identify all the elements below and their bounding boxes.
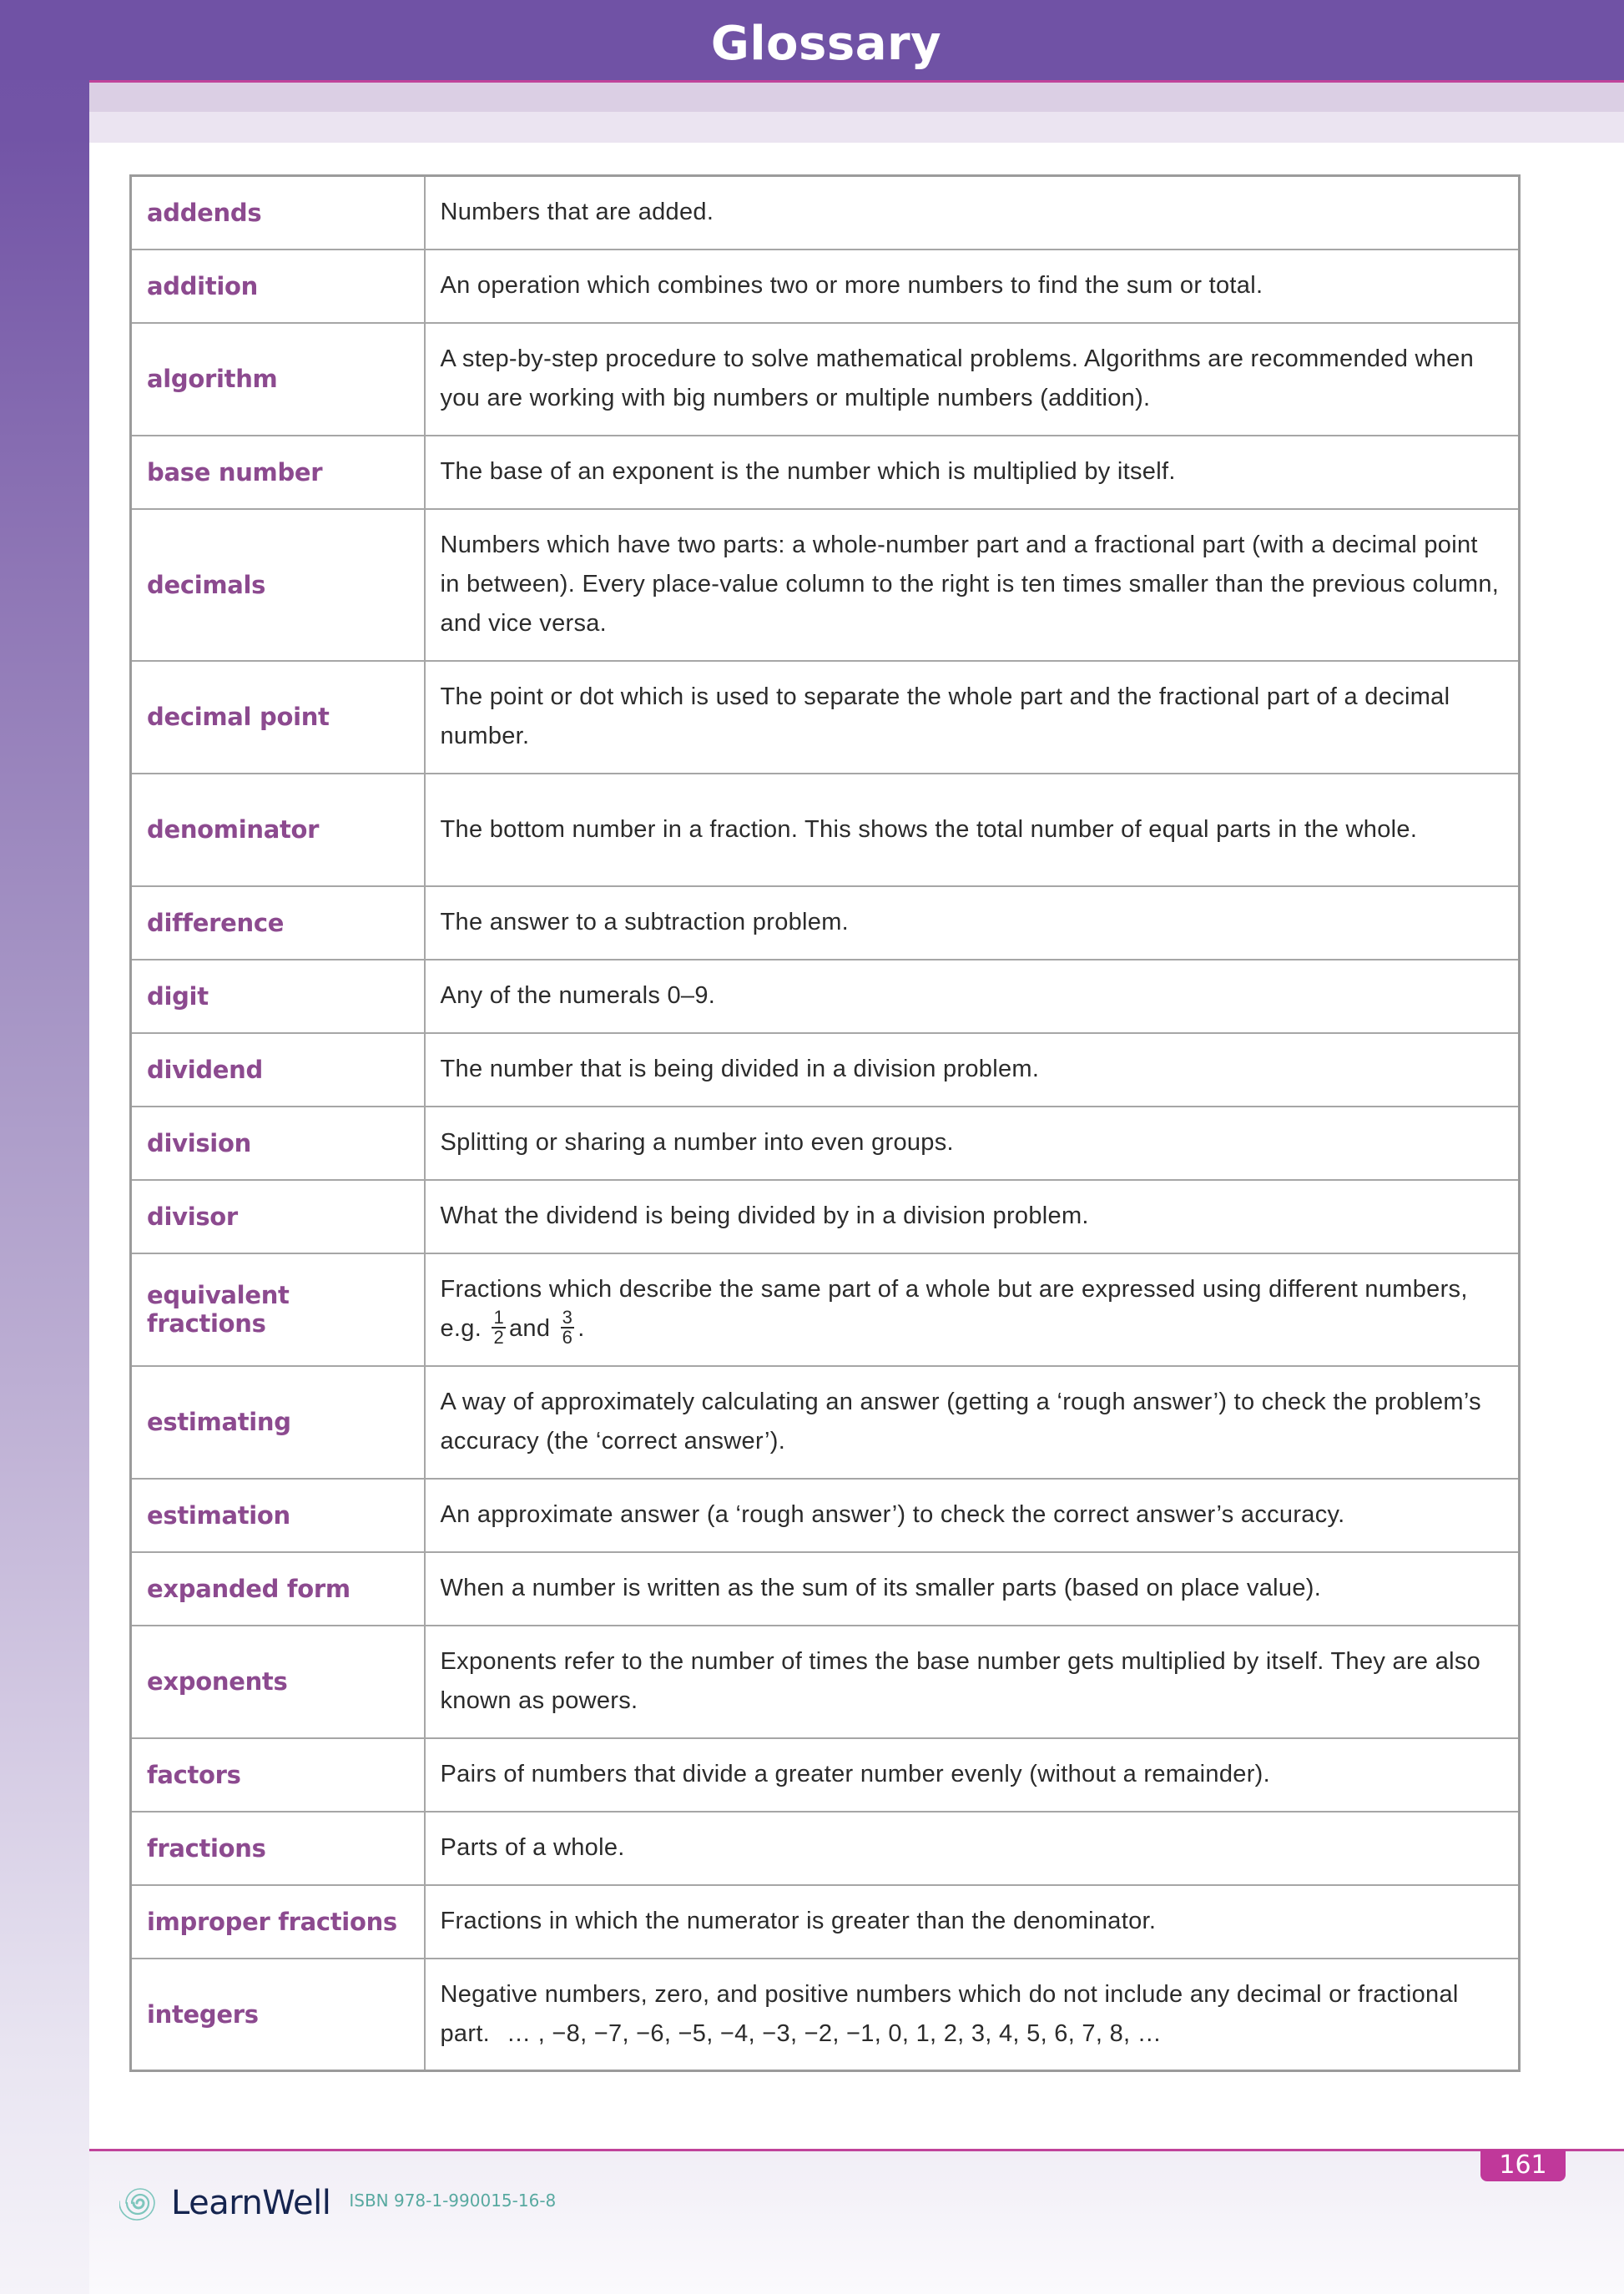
glossary-definition: The base of an exponent is the number which is multiplied by itself. (425, 436, 1520, 509)
glossary-term: digit (131, 960, 425, 1033)
header-band-dark (89, 83, 1624, 112)
glossary-term: difference (131, 886, 425, 960)
glossary-definition: Splitting or sharing a number into even groups. (425, 1107, 1520, 1180)
table-row (131, 886, 1520, 960)
glossary-term: improper fractions (131, 1885, 425, 1959)
page-header (0, 0, 1624, 80)
glossary-definition: Parts of a whole. (425, 1812, 1520, 1885)
connector-text: and (508, 1314, 551, 1342)
integer-sequence: … , −8, −7, −6, −5, −4, −3, −2, −1, 0, 1, 2, 3, 4, 5, 6, 7, 8, … (507, 2019, 1163, 2047)
glossary-definition: An approximate answer (a ‘rough answer’) to check the correct answer’s accuracy. (425, 1479, 1520, 1552)
glossary-term: exponents (131, 1626, 425, 1738)
glossary-term: addition (131, 250, 425, 323)
glossary-definition: The number that is being divided in a division problem. (425, 1033, 1520, 1107)
fraction-one-half (492, 1308, 506, 1347)
footer-branding (119, 2178, 556, 2228)
definition-text: Negative numbers, zero, and positive numbers which do not include any decimal or fractional part. (440, 1980, 1459, 2047)
glossary-definition: Fractions in which the numerator is greater than the denominator. (425, 1885, 1520, 1959)
glossary-term: dividend (131, 1033, 425, 1107)
glossary-definition: When a number is written as the sum of its smaller parts (based on place value). (425, 1552, 1520, 1626)
glossary-term: equivalent fractions (131, 1253, 425, 1366)
glossary-term: integers (131, 1959, 425, 2071)
glossary-term: decimals (131, 509, 425, 661)
glossary-term: algorithm (131, 323, 425, 436)
glossary-definition (425, 1253, 1520, 1366)
glossary-term: estimating (131, 1366, 425, 1479)
table-row (131, 436, 1520, 509)
glossary-definition: The answer to a subtraction problem. (425, 886, 1520, 960)
table-row (131, 1626, 1520, 1738)
glossary-term: factors (131, 1738, 425, 1812)
table-row (131, 323, 1520, 436)
table-row (131, 1738, 1520, 1812)
glossary-definition: Numbers that are added. (425, 176, 1520, 250)
page-number-badge: 161 (1480, 2150, 1566, 2181)
glossary-definition: A way of approximately calculating an answer (getting a ‘rough answer’) to check the problem’s accuracy (the ‘correct answer’). (425, 1366, 1520, 1479)
left-decorative-stripe (0, 0, 89, 2294)
glossary-definition: A step-by-step procedure to solve mathematical problems. Algorithms are recommended when you are working with big numbers or multiple numbers (addition). (425, 323, 1520, 436)
glossary-term: estimation (131, 1479, 425, 1552)
glossary-term: divisor (131, 1180, 425, 1253)
definition-text: Fractions which describe the same part of a whole but are expressed using different numbers, e.g. (440, 1275, 1468, 1342)
table-row (131, 250, 1520, 323)
glossary-definition: An operation which combines two or more numbers to find the sum or total. (425, 250, 1520, 323)
fraction-three-sixths (561, 1308, 575, 1347)
table-row (131, 1033, 1520, 1107)
brand-name: LearnWell (171, 2184, 331, 2222)
spiral-logo-icon (119, 2180, 161, 2226)
header-band-light (89, 112, 1624, 143)
table-row (131, 960, 1520, 1033)
glossary-definition: The bottom number in a fraction. This shows the total number of equal parts in the whole. (425, 774, 1520, 886)
glossary-definition: Pairs of numbers that divide a greater number evenly (without a remainder). (425, 1738, 1520, 1812)
glossary-term: decimal point (131, 661, 425, 774)
glossary-definition: Numbers which have two parts: a whole-number part and a fractional part (with a decimal point in between). Every place-value column to the right is ten times smaller than the previous column, and vice versa. (425, 509, 1520, 661)
table-row (131, 509, 1520, 661)
fraction-numerator: 1 (493, 1307, 504, 1329)
table-row (131, 1812, 1520, 1885)
table-row (131, 774, 1520, 886)
glossary-definition: Exponents refer to the number of times the base number gets multiplied by itself. They are also known as powers. (425, 1626, 1520, 1738)
table-row (131, 1366, 1520, 1479)
fraction-denominator: 2 (493, 1327, 504, 1349)
table-row (131, 1552, 1520, 1626)
table-row (131, 1180, 1520, 1253)
glossary-table (129, 174, 1521, 2072)
glossary-definition (425, 1959, 1520, 2071)
isbn-text: ISBN 978-1-990015-16-8 (349, 2191, 557, 2211)
glossary-definition: Any of the numerals 0–9. (425, 960, 1520, 1033)
table-row (131, 1253, 1520, 1366)
glossary-term: denominator (131, 774, 425, 886)
fraction-denominator: 6 (562, 1327, 573, 1349)
fraction-numerator: 3 (562, 1307, 573, 1329)
footer-accent-line (89, 2149, 1624, 2151)
table-row (131, 1959, 1520, 2071)
glossary-term: fractions (131, 1812, 425, 1885)
glossary-term: addends (131, 176, 425, 250)
table-row (131, 1479, 1520, 1552)
glossary-definition: What the dividend is being divided by in a division problem. (425, 1180, 1520, 1253)
table-row (131, 1107, 1520, 1180)
table-row (131, 176, 1520, 250)
glossary-term: expanded form (131, 1552, 425, 1626)
glossary-term: division (131, 1107, 425, 1180)
table-row (131, 661, 1520, 774)
glossary-definition: The point or dot which is used to separate the whole part and the fractional part of a decimal number. (425, 661, 1520, 774)
table-row (131, 1885, 1520, 1959)
glossary-term: base number (131, 436, 425, 509)
page-title: Glossary (710, 17, 942, 71)
end-punctuation: . (577, 1314, 585, 1342)
